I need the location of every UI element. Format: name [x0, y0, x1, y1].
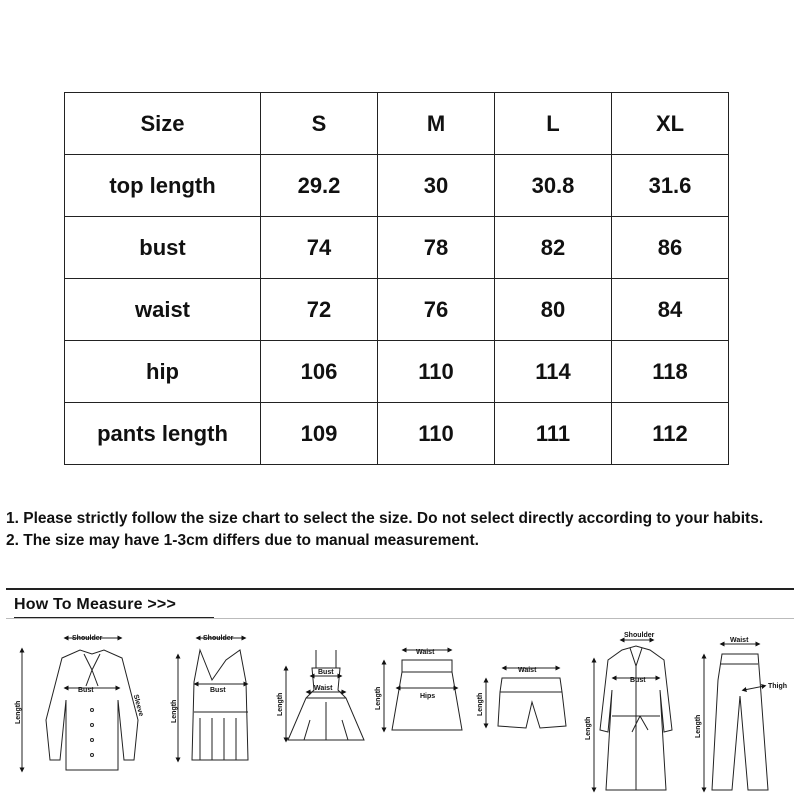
table-cell: 112 — [612, 403, 729, 465]
table-header-cell: M — [378, 93, 495, 155]
coat-icon — [594, 640, 672, 790]
table-row-label: top length — [65, 155, 261, 217]
label-bust: Bust — [318, 669, 334, 676]
label-shoulder: Shoulder — [624, 632, 655, 639]
label-length: Length — [477, 692, 484, 716]
label-length: Length — [695, 714, 702, 738]
table-cell: 114 — [495, 341, 612, 403]
label-length: Length — [15, 700, 22, 724]
dress-icon — [286, 650, 364, 740]
table-row — [65, 217, 729, 279]
size-notes — [6, 508, 791, 552]
table-cell: 76 — [378, 279, 495, 341]
table-cell: 110 — [378, 341, 495, 403]
table-row-label: waist — [65, 279, 261, 341]
table-row-label: bust — [65, 217, 261, 279]
label-waist: Waist — [518, 667, 537, 674]
label-waist: Waist — [730, 637, 749, 644]
table-cell: 110 — [378, 403, 495, 465]
label-length: Length — [375, 686, 382, 710]
table-header-row — [65, 93, 729, 155]
table-cell: 118 — [612, 341, 729, 403]
shorts-icon — [486, 668, 566, 728]
table-cell: 111 — [495, 403, 612, 465]
label-length: Length — [171, 699, 178, 723]
pants-icon — [704, 644, 768, 790]
table-row-label: pants length — [65, 403, 261, 465]
table-cell: 30.8 — [495, 155, 612, 217]
label-bust: Bust — [78, 687, 94, 694]
tank-top-icon — [178, 638, 248, 760]
table-header-cell: L — [495, 93, 612, 155]
table-cell: 74 — [261, 217, 378, 279]
table-cell: 72 — [261, 279, 378, 341]
measure-figures — [0, 620, 800, 800]
table-cell: 109 — [261, 403, 378, 465]
label-shoulder: Shoulder — [72, 635, 103, 642]
note-2: 2. The size may have 1-3cm differs due to manual measurement. — [6, 532, 479, 549]
label-shoulder: Shoulder — [203, 635, 234, 642]
table-row-label: hip — [65, 341, 261, 403]
table-cell: 78 — [378, 217, 495, 279]
table-header-cell: XL — [612, 93, 729, 155]
table-header-cell: S — [261, 93, 378, 155]
blouse-icon — [22, 638, 138, 770]
label-length: Length — [585, 716, 592, 740]
table-cell: 80 — [495, 279, 612, 341]
table-row — [65, 341, 729, 403]
label-waist: Waist — [314, 685, 333, 692]
how-to-measure-title: How To Measure >>> — [14, 596, 177, 613]
table-row — [65, 403, 729, 465]
size-chart-table — [64, 92, 729, 465]
table-header-cell: Size — [65, 93, 261, 155]
table-row — [65, 155, 729, 217]
table-cell: 106 — [261, 341, 378, 403]
table-cell: 30 — [378, 155, 495, 217]
label-bust: Bust — [210, 687, 226, 694]
label-waist: Waist — [416, 649, 435, 656]
table-row — [65, 279, 729, 341]
table-cell: 29.2 — [261, 155, 378, 217]
skirt-icon — [384, 650, 462, 730]
divider — [6, 618, 794, 619]
table-cell: 31.6 — [612, 155, 729, 217]
table-cell: 86 — [612, 217, 729, 279]
how-to-measure-header — [6, 588, 794, 620]
label-hips: Hips — [420, 693, 436, 700]
label-length: Length — [277, 692, 284, 716]
table-cell: 82 — [495, 217, 612, 279]
label-thigh: Thigh — [768, 683, 788, 690]
table-cell: 84 — [612, 279, 729, 341]
note-1: 1. Please strictly follow the size chart to select the size. Do not select directly according to your habits. — [6, 510, 764, 527]
label-bust: Bust — [630, 677, 646, 684]
label-sleeve: Sleeve — [131, 693, 145, 718]
